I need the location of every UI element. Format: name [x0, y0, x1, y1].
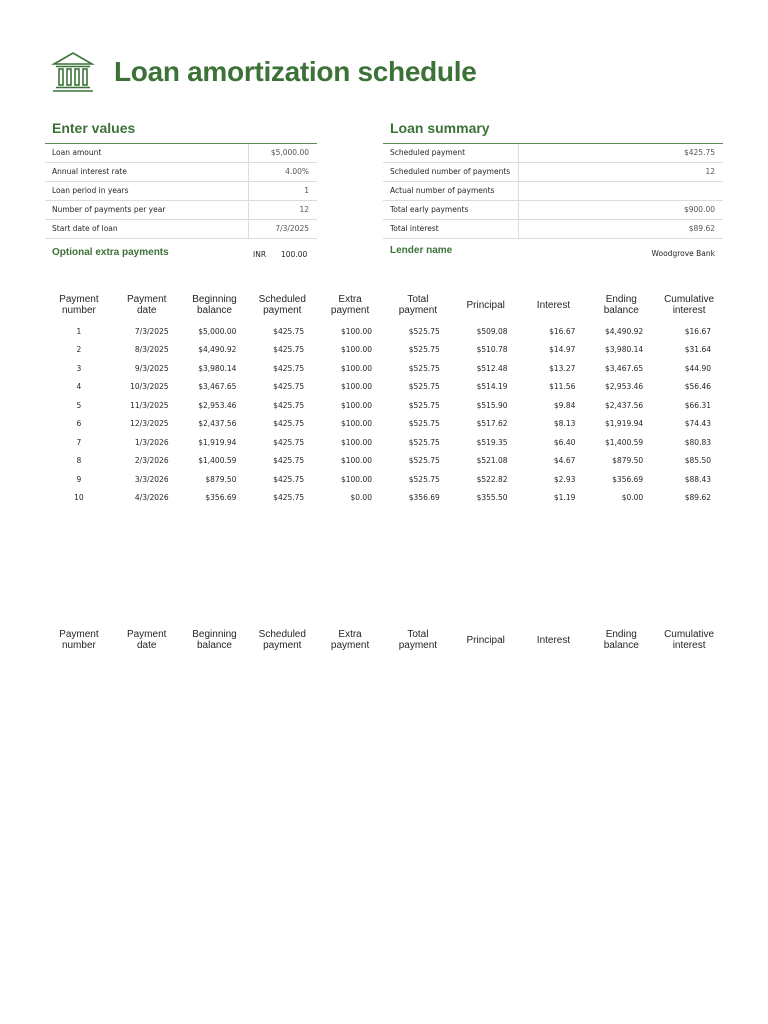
table-cell: $1,919.94 — [198, 437, 237, 447]
table-cell: $3,980.14 — [198, 363, 237, 373]
table-cell: $0.00 — [350, 493, 372, 503]
column-header — [181, 623, 249, 657]
table-cell: $100.00 — [340, 363, 372, 373]
column-header — [655, 623, 723, 657]
enter-values-value[interactable]: 4.00% — [285, 167, 309, 176]
table-cell: 5 — [76, 400, 82, 410]
loan-summary-label: Scheduled payment — [383, 144, 519, 162]
table-cell: $0.00 — [621, 493, 644, 503]
column-header — [45, 623, 113, 657]
table-row — [45, 489, 723, 508]
column-header-text: Extra — [338, 294, 362, 305]
header — [50, 48, 476, 96]
table-cell: $88.43 — [684, 474, 711, 484]
column-header-text: Payment — [59, 294, 99, 305]
table-cell: 11/3/2025 — [130, 400, 169, 410]
table-cell: 7 — [76, 437, 82, 447]
column-header-text: Scheduled — [258, 294, 306, 305]
enter-values-table — [45, 143, 317, 239]
table-cell: $2,437.56 — [605, 400, 644, 410]
table-cell: $525.75 — [408, 456, 440, 466]
table-cell: $879.50 — [612, 456, 644, 466]
column-header-text: Ending — [605, 629, 637, 640]
column-header-text: balance — [603, 305, 639, 316]
column-header-text: balance — [196, 305, 232, 316]
extra-payment-amount[interactable]: 100.00 — [281, 250, 308, 259]
enter-values-row — [45, 201, 317, 220]
table-cell: 9/3/2025 — [134, 363, 169, 373]
table-cell: $44.90 — [684, 363, 711, 373]
extra-payment-currency: INR — [253, 250, 267, 259]
enter-values-row — [45, 220, 317, 239]
column-header-text: Cumulative — [664, 629, 715, 640]
enter-values-value[interactable]: 1 — [304, 186, 309, 195]
table-cell: $525.75 — [408, 419, 440, 429]
column-header — [452, 623, 520, 657]
table-cell: $3,980.14 — [605, 345, 644, 355]
table-cell: $525.75 — [408, 363, 440, 373]
enter-values-label: Start date of loan — [45, 220, 249, 238]
column-header — [520, 288, 588, 322]
enter-values-value[interactable]: $5,000.00 — [270, 148, 309, 157]
loan-summary-value — [519, 182, 723, 200]
table-row — [45, 322, 723, 341]
table-cell: $425.75 — [273, 493, 305, 503]
table-cell: $517.62 — [476, 419, 508, 429]
column-header-text: balance — [603, 640, 639, 651]
column-header — [587, 623, 655, 657]
table-cell: $1,400.59 — [198, 456, 237, 466]
page-title: Loan amortization schedule — [114, 56, 477, 87]
table-row — [45, 396, 723, 415]
column-header-text: Payment — [126, 294, 167, 305]
loan-summary-label: Actual number of payments — [383, 182, 519, 200]
table-row — [45, 378, 723, 397]
loan-summary-value: $425.75 — [683, 148, 715, 157]
table-cell: 2 — [76, 345, 82, 355]
table-cell: $89.62 — [684, 493, 711, 503]
table-cell: $521.08 — [476, 456, 508, 466]
loan-summary-row — [383, 182, 723, 201]
table-cell: $11.56 — [549, 382, 576, 392]
column-header — [384, 288, 452, 322]
loan-summary-value: $900.00 — [683, 205, 715, 214]
table-cell: $519.35 — [476, 437, 508, 447]
table-cell: $100.00 — [340, 345, 372, 355]
column-header-text: Scheduled — [258, 629, 306, 640]
table-cell: $355.50 — [476, 493, 508, 503]
column-header-text: number — [61, 305, 96, 316]
table-cell: $4,490.92 — [198, 345, 237, 355]
column-header — [181, 288, 249, 322]
table-cell: $100.00 — [340, 326, 372, 336]
loan-summary-row — [383, 144, 723, 163]
column-header — [113, 623, 181, 657]
column-header — [45, 288, 113, 322]
column-header-text: payment — [330, 640, 370, 651]
table-cell: $80.83 — [684, 437, 711, 447]
table-cell: $879.50 — [205, 474, 237, 484]
column-header — [452, 288, 520, 322]
table-cell: $510.78 — [476, 345, 508, 355]
column-header-text: Cumulative — [664, 294, 715, 305]
table-cell: $3,467.65 — [605, 363, 644, 373]
amortization-schedule-table-continued — [45, 623, 723, 657]
loan-summary-value: $89.62 — [688, 224, 715, 233]
loan-summary-row — [383, 220, 723, 239]
enter-values-value[interactable]: 7/3/2025 — [275, 224, 309, 233]
enter-values-heading: Enter values — [52, 120, 136, 136]
column-header-text: interest — [672, 640, 706, 651]
column-header-text: Ending — [605, 294, 637, 305]
column-header-text: date — [136, 640, 157, 651]
enter-values-label: Number of payments per year — [45, 201, 249, 219]
table-cell: $425.75 — [273, 400, 305, 410]
table-cell: $4.67 — [553, 456, 576, 466]
table-cell: 3/3/2026 — [134, 474, 169, 484]
table-cell: $66.31 — [684, 400, 711, 410]
column-header — [655, 288, 723, 322]
table-cell: $2,437.56 — [198, 419, 237, 429]
column-header-text: payment — [398, 305, 438, 316]
loan-summary-label: Scheduled number of payments — [383, 163, 519, 181]
enter-values-label: Annual interest rate — [45, 163, 249, 181]
column-header-text: interest — [672, 305, 706, 316]
column-header — [316, 623, 384, 657]
table-cell: $525.75 — [408, 474, 440, 484]
table-cell: $425.75 — [273, 345, 305, 355]
table-cell: $100.00 — [340, 419, 372, 429]
table-cell: $515.90 — [476, 400, 508, 410]
table-cell: 8 — [76, 456, 82, 466]
enter-values-row — [45, 144, 317, 163]
column-header-text: payment — [263, 640, 302, 651]
table-cell: $2,953.46 — [605, 382, 644, 392]
column-header-text: Total — [407, 629, 429, 640]
table-cell: 3 — [76, 363, 82, 373]
table-cell: $6.40 — [553, 437, 576, 447]
table-cell: 7/3/2025 — [134, 326, 169, 336]
schedule-header-row — [45, 288, 723, 322]
table-cell: 8/3/2025 — [134, 345, 169, 355]
column-header-text: Beginning — [192, 294, 237, 305]
table-cell: $4,490.92 — [605, 326, 644, 336]
column-header-text: Interest — [536, 634, 571, 646]
table-cell: 12/3/2025 — [130, 419, 169, 429]
loan-summary-row — [383, 201, 723, 220]
table-cell: $356.69 — [612, 474, 644, 484]
loan-summary-table — [383, 143, 723, 239]
loan-summary-label: Total interest — [383, 220, 519, 238]
table-cell: $356.69 — [408, 493, 440, 503]
loan-summary-value: 12 — [705, 167, 715, 176]
table-cell: $1,919.94 — [605, 419, 644, 429]
enter-values-label: Loan amount — [45, 144, 249, 162]
amortization-schedule-table — [45, 288, 723, 507]
table-cell: $425.75 — [273, 456, 305, 466]
schedule-header-row — [45, 623, 723, 657]
loan-summary-row — [383, 163, 723, 182]
table-cell: $14.97 — [549, 345, 576, 355]
table-cell: $8.13 — [553, 419, 576, 429]
table-row — [45, 341, 723, 360]
table-cell: 1 — [76, 326, 82, 336]
table-cell: $100.00 — [340, 474, 372, 484]
table-cell: $5,000.00 — [198, 326, 237, 336]
column-header-text: Beginning — [192, 629, 237, 640]
table-cell: $425.75 — [273, 382, 305, 392]
table-cell: $100.00 — [340, 456, 372, 466]
table-cell: 1/3/2026 — [134, 437, 169, 447]
table-cell: $425.75 — [273, 419, 305, 429]
table-cell: $512.48 — [476, 363, 508, 373]
table-cell: $2.93 — [553, 474, 576, 484]
table-cell: 4/3/2026 — [134, 493, 169, 503]
table-cell: $522.82 — [476, 474, 508, 484]
table-cell: $100.00 — [340, 437, 372, 447]
table-cell: $425.75 — [273, 437, 305, 447]
column-header-text: Principal — [466, 634, 505, 646]
table-cell: $16.67 — [684, 326, 711, 336]
column-header-text: payment — [263, 305, 302, 316]
table-cell: $509.08 — [476, 326, 508, 336]
column-header — [520, 623, 588, 657]
loan-summary-label: Total early payments — [383, 201, 519, 219]
lender-name-value[interactable]: Woodgrove Bank — [651, 249, 715, 258]
column-header — [316, 288, 384, 322]
table-row — [45, 433, 723, 452]
lender-name-label: Lender name — [390, 245, 453, 256]
column-header-text: Payment — [126, 629, 167, 640]
enter-values-row — [45, 182, 317, 201]
table-row — [45, 415, 723, 434]
table-cell: $31.64 — [684, 345, 711, 355]
column-header-text: Payment — [59, 629, 99, 640]
table-cell: $525.75 — [408, 345, 440, 355]
enter-values-row — [45, 163, 317, 182]
table-row — [45, 452, 723, 471]
table-cell: $100.00 — [340, 400, 372, 410]
table-cell: $525.75 — [408, 326, 440, 336]
column-header-text: balance — [196, 640, 232, 651]
table-cell: $2,953.46 — [198, 400, 237, 410]
table-cell: $16.67 — [549, 326, 576, 336]
table-cell: $525.75 — [408, 437, 440, 447]
table-cell: $525.75 — [408, 382, 440, 392]
table-cell: $356.69 — [205, 493, 237, 503]
table-cell: $3,467.65 — [198, 382, 237, 392]
table-cell: 10 — [74, 493, 84, 503]
bank-icon — [50, 49, 96, 95]
column-header-text: number — [61, 640, 96, 651]
column-header-text: Total — [407, 294, 429, 305]
table-cell: $9.84 — [553, 400, 576, 410]
table-row — [45, 470, 723, 489]
table-cell: $514.19 — [476, 382, 508, 392]
table-cell: $425.75 — [273, 326, 305, 336]
table-row — [45, 359, 723, 378]
table-cell: $1.19 — [553, 493, 576, 503]
column-header — [384, 623, 452, 657]
loan-summary-heading: Loan summary — [390, 120, 490, 136]
table-cell: 2/3/2026 — [134, 456, 169, 466]
table-cell: 9 — [76, 474, 82, 484]
column-header-text: Interest — [536, 299, 571, 311]
table-cell: 10/3/2025 — [130, 382, 169, 392]
column-header-text: date — [136, 305, 157, 316]
table-cell: 4 — [76, 382, 82, 392]
table-cell: $100.00 — [340, 382, 372, 392]
table-cell: $1,400.59 — [605, 437, 644, 447]
table-cell: $56.46 — [684, 382, 711, 392]
table-cell: $525.75 — [408, 400, 440, 410]
table-cell: $74.43 — [684, 419, 711, 429]
table-cell: $13.27 — [549, 363, 576, 373]
table-cell: $85.50 — [684, 456, 711, 466]
column-header-text: Extra — [338, 629, 362, 640]
table-cell: $425.75 — [273, 474, 305, 484]
column-header-text: Principal — [466, 299, 505, 311]
column-header — [248, 623, 316, 657]
column-header — [113, 288, 181, 322]
table-cell: 6 — [76, 419, 82, 429]
column-header — [587, 288, 655, 322]
column-header-text: payment — [398, 640, 438, 651]
column-header-text: payment — [330, 305, 370, 316]
optional-extra-payments-label: Optional extra payments — [52, 247, 169, 258]
table-cell: $425.75 — [273, 363, 305, 373]
enter-values-value[interactable]: 12 — [299, 205, 309, 214]
enter-values-label: Loan period in years — [45, 182, 249, 200]
column-header — [248, 288, 316, 322]
